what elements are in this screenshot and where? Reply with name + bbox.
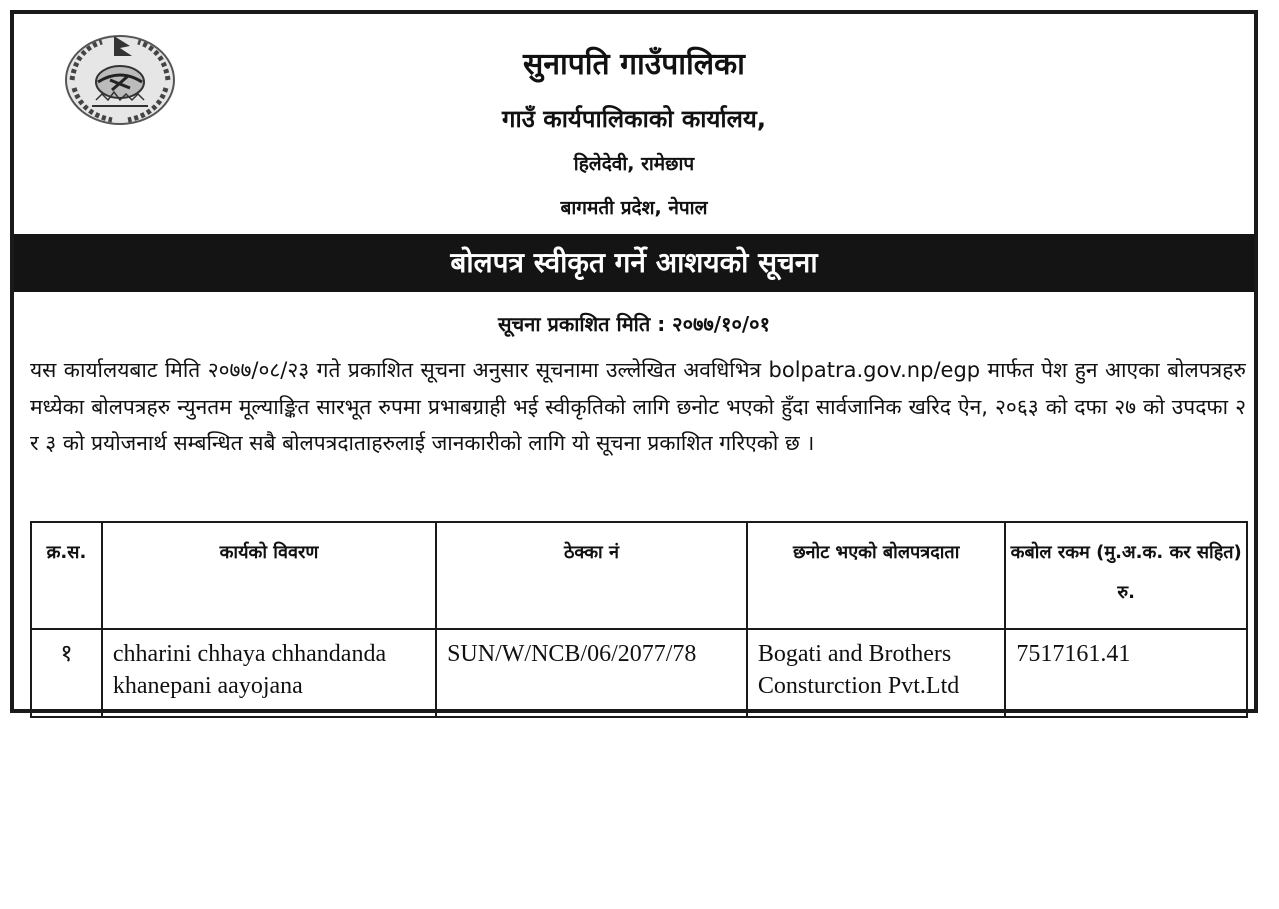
office-name: गाउँ कार्यपालिकाको कार्यालय, <box>502 105 766 133</box>
col-header-selected-bidder: छनोट भएको बोलपत्रदाता <box>747 522 1006 629</box>
published-date: सूचना प्रकाशित मिति : २०७७/१०/०१ <box>498 312 770 336</box>
notice-frame <box>10 10 1258 713</box>
office-province: बागमती प्रदेश, नेपाल <box>560 197 708 219</box>
org-name: सुनापति गाउँपालिका <box>523 47 745 82</box>
cell-contract-no: SUN/W/NCB/06/2077/78 <box>436 629 747 717</box>
table-row <box>31 629 1247 717</box>
cell-bid-amount: 7517161.41 <box>1005 629 1247 717</box>
col-header-work-description: कार्यको विवरण <box>102 522 436 629</box>
table-header-row <box>31 522 1247 629</box>
award-table <box>30 521 1248 718</box>
col-header-contract-no: ठेक्का नं <box>436 522 747 629</box>
cell-selected-bidder: Bogati and Brothers Consturction Pvt.Ltd <box>747 629 1006 717</box>
cell-work-description: chharini chhaya chhandanda khanepani aayojana <box>102 629 436 717</box>
notice-title-banner <box>14 234 1254 292</box>
col-header-bid-amount: कबोल रकम (मु.अ.क. कर सहित) रु. <box>1005 522 1247 629</box>
cell-sn: १ <box>31 629 102 717</box>
col-header-sn: क्र.स. <box>31 522 102 629</box>
notice-body: यस कार्यालयबाट मिति २०७७/०८/२३ गते प्रकाशित सूचना अनुसार सूचनामा उल्लेखित अवधिभित्र bolpatra.gov.np/egp मार्फत पेश हुन आएका बोलपत्रहरु मध्येका बोलपत्रहरु न्युनतम मूल्याङ्कित सारभूत रुपमा प्रभाबग्राही भई स्वीकृतिको लागि छनोट भएको हुँदा सार्वजानिक खरिद ऐन, २०६३ को दफा २७ को उपदफा २ र ३ को प्रयोजनार्थ सम्बन्धित सबै बोलपत्रदाताहरुलाई जानकारीको लागि यो सूचना प्रकाशित गरिएको छ । <box>30 358 1246 455</box>
notice-title: बोलपत्र स्वीकृत गर्ने आशयको सूचना <box>450 246 818 279</box>
office-place: हिलेदेवी, रामेछाप <box>573 153 695 175</box>
